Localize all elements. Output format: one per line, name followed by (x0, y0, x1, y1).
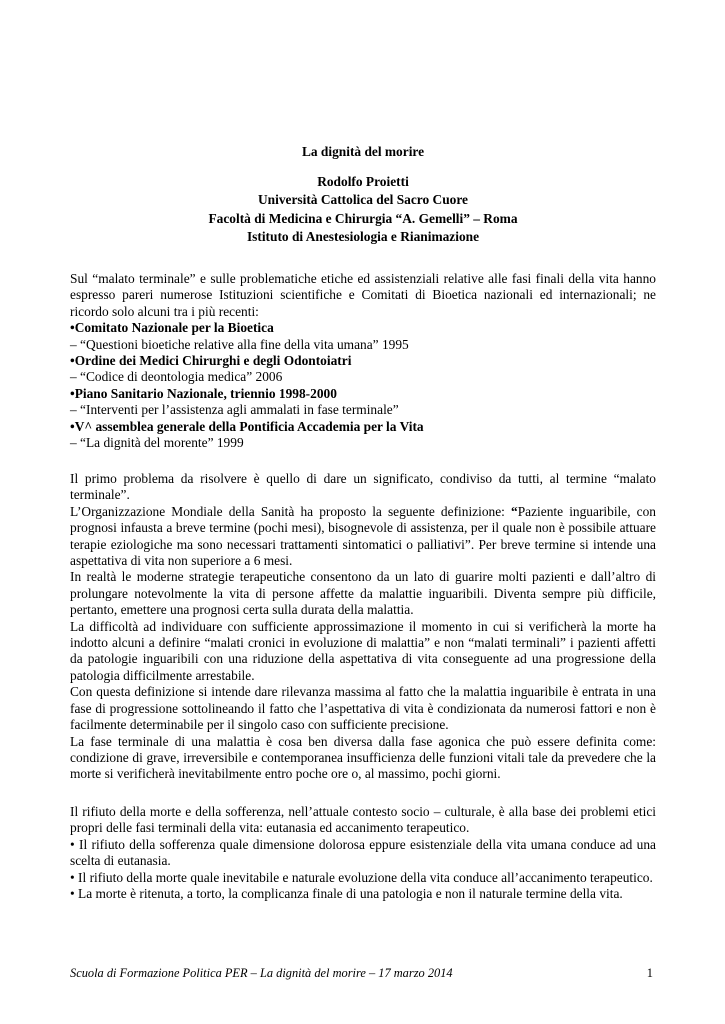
institution-name: •Comitato Nazionale per la Bioetica (70, 320, 274, 336)
paragraph: La difficoltà ad individuare con sufficiente approssimazione il momento in cui si verificherà la morte ha indotto alcuni a definire “malati cronici in evoluzione di malattia” e non “malati terminali” i pazienti affetti da patologie inguaribili con una riduzione della aspettativa di vita conseguente ad una progressione della patologia difficilmente arrestabile. (70, 618, 656, 683)
page-number: 1 (646, 966, 653, 980)
faculty-name: Facoltà di Medicina e Chirurgia “A. Gemelli” – Roma (208, 210, 518, 226)
definition-quote-mark: “ (511, 503, 518, 519)
list-item (70, 353, 656, 386)
document-reference: – “Questioni bioetiche relative alla fine della vita umana” 1995 (70, 336, 409, 352)
paragraph: La fase terminale di una malattia è cosa ben diversa dalla fase agonica che può essere definita come: condizione di grave, irreversibile e contemporanea insufficienza delle funzioni vitali tale da prevedere che la morte si verificherà inevitabilmente entro poche ore o, al massimo, pochi giorni. (70, 733, 656, 782)
page-footer (70, 965, 656, 981)
document-reference: – “Interventi per l’assistenza agli ammalati in fase terminale” (70, 402, 399, 418)
definition-section (70, 471, 656, 783)
list-item (70, 386, 656, 419)
institution-name: •Ordine dei Medici Chirurghi e degli Odontoiatri (70, 353, 352, 369)
paragraph: Con questa definizione si intende dare rilevanza massima al fatto che la malattia inguaribile è entrata in una fase di progressione sottolineando il fatto che l’aspettativa di vita è condizionata da numerosi fattori e non è facilmente determinabile per il singolo caso con sufficiente precisione. (70, 684, 656, 733)
institute-name: Istituto di Anestesiologia e Rianimazione (246, 229, 480, 245)
bullet-item: • Il rifiuto della sofferenza quale dimensione dolorosa eppure esistenziale della vita umana conduce ad una scelta di eutanasia. (70, 836, 656, 869)
ethics-section (70, 804, 656, 902)
author-name: Rodolfo Proietti (317, 174, 409, 189)
list-item (70, 419, 656, 452)
bullet-item: • La morte è ritenuta, a torto, la complicanza finale di una patologia e non il naturale termine della vita. (70, 886, 623, 902)
definition-lead: L’Organizzazione Mondiale della Sanità ha proposto la seguente definizione: (70, 503, 512, 519)
paragraph: Il rifiuto della morte e della sofferenza, nell’attuale contesto socio – culturale, è alla base dei problemi etici propri delle fasi terminali della vita: eutanasia ed accanimento terapeutico. (70, 804, 656, 836)
paragraph: In realtà le moderne strategie terapeutiche consentono da un lato di guarire molti pazienti e dall’altro di prolungare notevolmente la vita di persone affette da malattie inguaribili. Diventa sempre più difficile, pertanto, emettere una prognosi certa sulla durata della malattia. (70, 569, 656, 618)
who-definition-paragraph (70, 504, 656, 570)
document-reference: – “Codice di deontologia medica” 2006 (70, 369, 283, 385)
institution-name: •Piano Sanitario Nazionale, triennio 1998-2000 (70, 385, 337, 401)
footer-text: Scuola di Formazione Politica PER – La dignità del morire – 17 marzo 2014 (70, 966, 453, 980)
who-definition: Paziente inguaribile, con prognosi infausta a breve termine (pochi mesi), bisognevole di assistenza, per il quale non è possibile attuare terapie eziologiche ma sono necessari trattamenti sintomatici o palliativi”. Per breve termine si intende una aspettativa di vita non superiore a 6 mesi. (70, 503, 656, 569)
list-item (70, 320, 656, 353)
paragraph: Il primo problema da risolvere è quello di dare un significato, condiviso da tutti, al termine “malato terminale”. (70, 471, 656, 503)
intro-paragraph: Sul “malato terminale” e sulle problematiche etiche ed assistenziali relative alle fasi finali della vita hanno espresso pareri numerose Istituzioni scientifiche e Comitati di Bioetica nazionali ed internazionali; ne ricordo solo alcuni tra i più recenti: (70, 271, 656, 319)
intro-section (70, 271, 656, 451)
document-title: La dignità del morire (301, 144, 425, 159)
document-reference: – “La dignità del morente” 1999 (70, 435, 244, 451)
bullet-item: • Il rifiuto della morte quale inevitabile e naturale evoluzione della vita conduce all’accanimento terapeutico. (70, 869, 653, 885)
institution-list (70, 320, 656, 451)
author-block (70, 173, 656, 247)
university-name: Università Cattolica del Sacro Cuore (257, 192, 468, 208)
institution-name: •V^ assemblea generale della Pontificia Accademia per la Vita (70, 418, 424, 434)
